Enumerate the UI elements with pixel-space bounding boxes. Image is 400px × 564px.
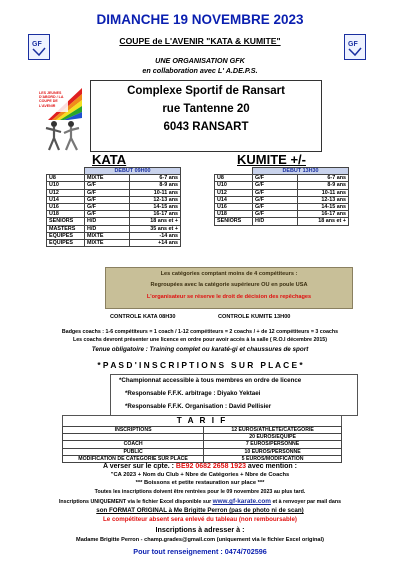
kata-gender: G/F: [85, 189, 130, 196]
organizer-line: UNE ORGANISATION GFK: [155, 56, 245, 65]
cup-title: COUPE de L'AVENIR "KATA & KUMITE": [119, 36, 281, 46]
kata-category: U10: [47, 182, 85, 189]
tarif-item: MODIFICATION DE CATEGORIE SUR PLACE: [63, 455, 204, 462]
tarif-item: PUBLIC: [63, 448, 204, 455]
kata-age: 10-11 ans: [130, 189, 181, 196]
kata-gender: G/F: [85, 196, 130, 203]
tarif-row: [63, 448, 342, 455]
registration-method: [0, 498, 400, 505]
tarif-table: [62, 415, 342, 463]
tarif-row: [63, 427, 342, 434]
tarif-title: T A R I F: [62, 415, 342, 426]
kumite-category: U10: [215, 182, 253, 189]
kata-category: SENIORS: [47, 218, 85, 225]
dress-code: Tenue obligatoire : Training complet ou karaté-gi et chaussures de sport: [91, 346, 309, 353]
kumite-row: [215, 182, 349, 189]
notice-line-3: L'organisateur se réserve le droit de décision des repêchages: [146, 294, 312, 300]
kumite-gender: G/F: [253, 204, 298, 211]
venue-box: [90, 80, 322, 152]
kata-row: [47, 189, 181, 196]
tarif-row: [63, 441, 342, 448]
kata-row: [47, 204, 181, 211]
kumite-gender: G/F: [253, 175, 298, 182]
kumite-start-time: DEBUT 13H30: [253, 168, 349, 175]
sticker-text: LES JEUNES D'ABORD / LA COUPE DE L'AVENIR: [39, 91, 64, 108]
fighters-image: [44, 118, 82, 152]
kumite-gender: G/F: [253, 189, 298, 196]
no-onsite-registration: * P A S D ' I N S C R I P T I O N S S U R P L A C E *: [97, 360, 303, 370]
rainbow-sticker: [38, 88, 82, 120]
kata-row: [47, 232, 181, 239]
payment-reference: "CA 2023 + Nom du Club + Nbre de Catégories + Nbre de Coachs: [110, 472, 290, 478]
kata-category: MASTERS: [47, 225, 85, 232]
tarif-item: COACH: [63, 441, 204, 448]
kumite-age: 14-15 ans: [298, 204, 349, 211]
kata-gender: H/D: [85, 218, 130, 225]
kata-table: [46, 167, 181, 247]
kata-category: U16: [47, 204, 85, 211]
svg-text:GF: GF: [348, 41, 358, 48]
kumite-age: 12-13 ans: [298, 196, 349, 203]
kumite-row: [215, 204, 349, 211]
coach-license: Les coachs devront présenter une licence en ordre pour avoir accès à la salle ( R.O.I décembre 2015): [72, 337, 328, 343]
kumite-age: 8-9 ans: [298, 182, 349, 189]
notice-line-1: Les catégories comptant moins de 4 compétiteurs :: [160, 271, 298, 277]
bank-account: BE92 0682 2658 1923: [175, 463, 246, 470]
kumite-category: U14: [215, 196, 253, 203]
kata-row: [47, 218, 181, 225]
kata-category: EQUIPES: [47, 232, 85, 239]
kumite-category: U18: [215, 211, 253, 218]
svg-text:GF: GF: [32, 41, 42, 48]
kata-row: [47, 175, 181, 182]
kata-age: +14 ans: [130, 240, 181, 247]
kumite-row: [215, 196, 349, 203]
refreshments: *** Boissons et petite restauration sur place ***: [135, 480, 265, 486]
kata-age: 18 ans et +: [130, 218, 181, 225]
info-line-2: *Responsable F.F.K. arbitrage : Diyako Yektaei: [125, 390, 261, 397]
venue-city: 6043 RANSART: [163, 121, 249, 133]
tarif-price: 10 EUROS/PERSONNE: [204, 448, 342, 455]
kata-gender: MIXTE: [85, 240, 130, 247]
kata-gender: MIXTE: [85, 232, 130, 239]
tarif-price: 12 EUROS/ATHLETE/CATEGORIE: [204, 427, 342, 434]
coach-badges: Badges coachs : 1-6 compétiteurs = 1 coach / 1-12 compétiteurs = 2 coachs / + de 12 compétiteurs = 3 coachs: [61, 329, 339, 335]
kata-row: [47, 196, 181, 203]
kumite-title: KUMITE +/-: [237, 152, 306, 167]
kata-category: U12: [47, 189, 85, 196]
kata-age: -14 ans: [130, 232, 181, 239]
absent-competitor-note: Le compétiteur absent sera enlevé du tableau (non remboursable): [103, 516, 297, 523]
kata-gender: H/D: [85, 225, 130, 232]
kumite-row: [215, 175, 349, 182]
kumite-category: U16: [215, 204, 253, 211]
registration-address-label: Inscriptions à adresser à :: [155, 525, 245, 534]
kata-category: U8: [47, 175, 85, 182]
tarif-price: 20 EUROS/EQUIPE: [204, 434, 342, 441]
kumite-category: SENIORS: [215, 218, 253, 225]
kata-category: EQUIPES: [47, 240, 85, 247]
kumite-row: [215, 189, 349, 196]
kumite-age: 10-11 ans: [298, 189, 349, 196]
notice-box: [105, 267, 353, 309]
kata-category: U14: [47, 196, 85, 203]
control-kumite: CONTROLE KUMITE 13H00: [218, 314, 291, 320]
kumite-age: 6-7 ans: [298, 175, 349, 182]
kumite-category: U12: [215, 189, 253, 196]
kata-row: [47, 225, 181, 232]
registration-deadline: Toutes les inscriptions doivent être rentrées pour le 09 novembre 2023 au plus tard.: [94, 489, 306, 495]
kumite-gender: G/F: [253, 182, 298, 189]
kumite-gender: G/F: [253, 196, 298, 203]
payment-label: A verser sur le cpte. :: [103, 463, 176, 470]
kata-row: [47, 240, 181, 247]
kata-row: [47, 182, 181, 189]
kata-age: 35 ans et +: [130, 225, 181, 232]
kata-age: 8-9 ans: [130, 182, 181, 189]
kumite-table: [214, 167, 349, 226]
kumite-category: U8: [215, 175, 253, 182]
kata-gender: G/F: [85, 211, 130, 218]
tarif-price: 5 EUROS/MODIFICATION: [204, 455, 342, 462]
kata-category: U18: [47, 211, 85, 218]
registration-method-text: Inscriptions UNIQUEMENT via le fichier Excel disponible sur: [58, 499, 213, 505]
collaboration-line: en collaboration avec L' A.DE.P.S.: [142, 66, 258, 75]
registration-contact: Madame Brigitte Perron - champ.grades@gmail.com (uniquement via le fichier Excel original): [76, 537, 324, 543]
info-line-1: *Championnat accessible à tous membres en ordre de licence: [119, 377, 302, 384]
info-box: [110, 374, 358, 416]
original-format-note: son FORMAT ORIGINAL à Me Brigitte Perron (pas de photo ni de scan): [96, 507, 304, 514]
kata-gender: MIXTE: [85, 175, 130, 182]
tarif-row: [63, 455, 342, 462]
kata-age: 6-7 ans: [130, 175, 181, 182]
kata-title: KATA: [92, 152, 127, 167]
tarif-item: INSCRIPTIONS: [63, 427, 204, 434]
info-phone: Pour tout renseignement : 0474/702596: [133, 547, 267, 556]
kata-start-time: DEBUT 09H00: [85, 168, 181, 175]
info-line-3: *Responsable F.F.K. Organisation : David Pellisier: [125, 403, 272, 410]
kata-row: [47, 211, 181, 218]
kata-age: 14-15 ans: [130, 204, 181, 211]
website-link[interactable]: www.gf-karate.com: [212, 498, 271, 505]
tarif-price: 7 EUROS/PERSONNE: [204, 441, 342, 448]
payment-line: [0, 463, 400, 470]
kumite-gender: H/D: [253, 218, 298, 225]
kata-gender: G/F: [85, 182, 130, 189]
kumite-age: 16-17 ans: [298, 211, 349, 218]
venue-name: Complexe Sportif de Ransart: [127, 85, 285, 97]
payment-mention-label: avec mention :: [245, 463, 297, 470]
event-date: DIMANCHE 19 NOVEMBRE 2023: [96, 12, 304, 27]
control-kata: CONTROLE KATA 08H30: [110, 314, 176, 320]
kata-gender: G/F: [85, 204, 130, 211]
tarif-item: [63, 434, 204, 441]
kumite-row: [215, 211, 349, 218]
registration-method-suffix: et à renvoyer par mail dans: [270, 499, 342, 505]
kumite-row: [215, 218, 349, 225]
tarif-row: [63, 434, 342, 441]
kata-age: 16-17 ans: [130, 211, 181, 218]
kumite-gender: G/F: [253, 211, 298, 218]
kumite-age: 18 ans et +: [298, 218, 349, 225]
venue-street: rue Tantenne 20: [162, 103, 250, 115]
notice-line-2: Regroupées avec la catégorie supérieure OU en poule USA: [150, 282, 308, 288]
kata-age: 12-13 ans: [130, 196, 181, 203]
